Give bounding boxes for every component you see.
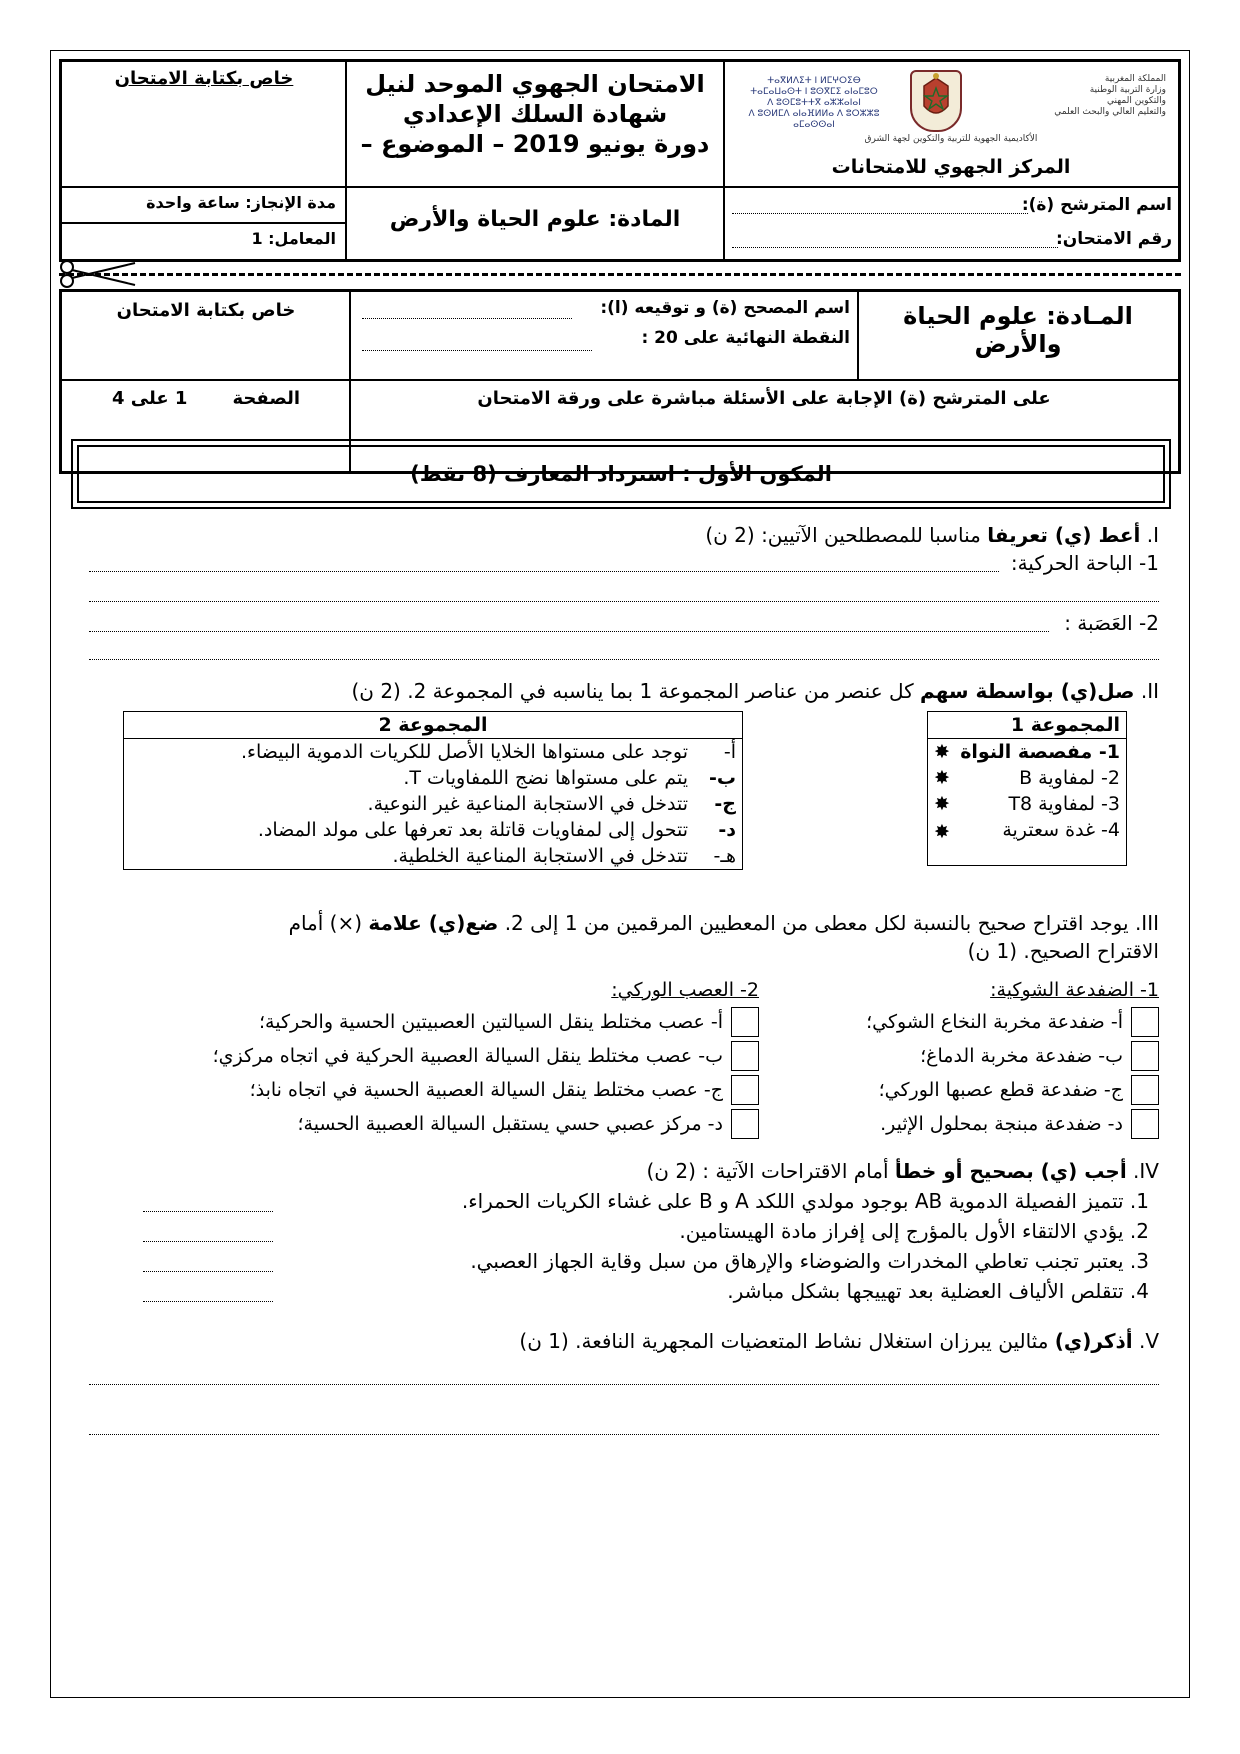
answer-line[interactable]	[89, 601, 1159, 602]
grading-subject: المـادة: علوم الحياة والأرض	[903, 302, 1133, 358]
group-1-table	[927, 711, 1127, 866]
q2-bold: صل(ي) بواسطة سهم	[920, 679, 1135, 703]
subject-cell	[345, 186, 725, 260]
page-value: 1 على 4	[112, 388, 188, 409]
q3-part-1-title: 1- الضفدعة الشوكية:	[990, 979, 1159, 1001]
instruction: على المترشح (ة) الإجابة على الأسئلة مباشرة على ورقة الامتحان	[477, 388, 1051, 409]
q1-num: I.	[1146, 523, 1159, 547]
true-false-field[interactable]	[143, 1271, 273, 1272]
grading-subject-cell	[857, 291, 1179, 381]
duration: مدة الإنجاز: ساعة واحدة	[146, 193, 336, 212]
q2-num: II.	[1140, 679, 1159, 703]
exam-page	[50, 50, 1190, 1698]
subject: المادة: علوم الحياة والأرض	[389, 207, 681, 232]
coat-of-arms-icon	[910, 70, 962, 132]
q3-option: ج- عصب مختلط ينقل السيالة العصبية الحسية في اتجاه نابذ؛	[129, 1073, 759, 1107]
center-name: المركز الجهوي للامتحانات	[831, 156, 1071, 178]
q3-part-2	[129, 979, 759, 1141]
q5-text: مثالين يبرزان استغلال نشاط المتعضيات المجهرية النافعة. (1 ن)	[519, 1329, 1049, 1353]
q4-text: أمام الاقتراحات الآتية : (2 ن)	[646, 1159, 889, 1183]
grading-reserved-label: خاص بكتابة الامتحان	[116, 300, 296, 321]
q4-num: IV.	[1133, 1159, 1159, 1183]
group-1-item: 1- مفصصة النواة ✸	[934, 741, 1120, 763]
q4-item: 1. تتميز الفصيلة الدموية AB بوجود مولدي اللكد A و B على غشاء الكريات الحمراء.	[461, 1189, 1149, 1213]
exam-title-cell	[345, 61, 725, 188]
section-title: المكون الأول : استرداد المعارف (8 نقط)	[77, 445, 1165, 503]
candidate-name-field[interactable]	[732, 213, 1028, 214]
academy-left-2: ⵜⴰⵎⴰⵡⴰⵙⵜ ⵏ ⵓⵙⴳⵎⵉ ⴰⵏⴰⵎⵓⵔ	[750, 87, 878, 97]
q3-option: أ- ضفدعة مخربة النخاع الشوكي؛	[769, 1005, 1159, 1039]
q3-text-c: الاقتراح الصحيح. (1 ن)	[967, 939, 1159, 963]
academy-right-4: والتعليم العالي والبحث العلمي	[1054, 107, 1166, 117]
group-2-item: ب- يتم على مستواها نضج اللمفاويات T.	[403, 767, 736, 789]
grading-reserved-cell	[61, 291, 351, 381]
q3-option: د- مركز عصبي حسي يستقبل السيالة العصبية الحسية؛	[129, 1107, 759, 1141]
q3-option: ج- ضفدعة قطع عصبها الوركي؛	[769, 1073, 1159, 1107]
candidate-name-label: اسم المترشح (ة):	[1021, 195, 1172, 215]
q1-item-1: 1- الباحة الحركية:	[1010, 551, 1159, 575]
academy-right-5: الأكاديمية الجهوية للتربية والتكوين لجهة الشرق	[864, 134, 1038, 144]
q5-bold: أذكر(ي)	[1054, 1329, 1133, 1353]
bullet-icon[interactable]: ✸	[934, 741, 950, 763]
duration-cell	[61, 186, 347, 224]
academy-left-4: ⴷ ⵓⵙⵍⵎⴷ ⴰⵏⴰⴼⵍⵍⴰ ⴷ ⵓⵔⵣⵣⵓ ⴰⵎⴰⵙⵙⴰⵏ	[748, 109, 880, 130]
question-5	[519, 1329, 1159, 1353]
exam-title-1: الامتحان الجهوي الموحد لنيل	[365, 70, 705, 98]
question-1	[705, 523, 1159, 547]
bullet-icon[interactable]: ✸	[934, 767, 950, 789]
final-score-field[interactable]	[362, 350, 592, 351]
group-1-item: 3- لمفاوية T8 ✸	[934, 793, 1120, 815]
answer-checkbox[interactable]	[1131, 1007, 1159, 1037]
question-4	[646, 1159, 1159, 1183]
exam-title-2: شهادة السلك الإعدادي	[402, 100, 668, 128]
group-2-item: ج- تتدخل في الاستجابة المناعية غير النوعية.	[367, 793, 736, 815]
q3-num: III.	[1134, 911, 1159, 935]
q3-option: أ- عصب مختلط ينقل السيالتين العصبيتين الحسية والحركية؛	[129, 1005, 759, 1039]
exam-number-label: رقم الامتحان:	[1055, 229, 1172, 249]
academy-right-2: وزارة التربية الوطنية	[1089, 85, 1166, 95]
group-1-item: 2- لمفاوية B ✸	[934, 767, 1120, 789]
true-false-field[interactable]	[143, 1211, 273, 1212]
group-2-item: أ- توجد على مستواها الخلايا الأصل للكريات الدموية البيضاء.	[240, 741, 736, 763]
q3-text-a: يوجد اقتراح صحيح بالنسبة لكل معطى من المعطيين المرقمين من 1 إلى 2.	[504, 911, 1129, 935]
true-false-field[interactable]	[143, 1241, 273, 1242]
corrector-cell	[349, 291, 859, 381]
candidate-cell	[723, 186, 1179, 260]
q4-bold: أجب (ي) بصحيح أو خطأ	[894, 1159, 1127, 1183]
academy-cell	[723, 61, 1179, 188]
group-2-item: د- تتحول إلى لمفاويات قاتلة بعد تعرفها على مولد المضاد.	[257, 819, 736, 841]
academy-right-1: المملكة المغربية	[1104, 74, 1166, 84]
q1-text: مناسبا للمصطلحين الآتيين: (2 ن)	[705, 523, 981, 547]
exam-title-3: دورة يونيو 2019 – الموضوع –	[360, 130, 710, 158]
answer-line[interactable]	[89, 1384, 1159, 1385]
question-2	[351, 679, 1159, 703]
exam-header	[59, 59, 1181, 262]
q4-item: 3. يعتبر تجنب تعاطي المخدرات والضوضاء والإرهاق من سبل وقاية الجهاز العصبي.	[470, 1249, 1149, 1273]
answer-line[interactable]	[89, 1434, 1159, 1435]
q3-bold: ضع(ي) علامة	[368, 911, 499, 935]
answer-checkbox[interactable]	[1131, 1041, 1159, 1071]
cut-line	[59, 273, 1181, 276]
academy-right-3: والتكوين المهني	[1107, 96, 1166, 106]
group-1-title: المجموعة 1	[928, 712, 1127, 739]
bullet-icon[interactable]: ✸	[934, 793, 950, 815]
q4-item: 2. يؤدي الالتقاء الأول بالمؤرج إلى إفراز مادة الهيستامين.	[679, 1219, 1149, 1243]
exam-number-field[interactable]	[732, 247, 1058, 248]
answer-checkbox[interactable]	[731, 1007, 759, 1037]
q3-text-b: (×) أمام	[288, 911, 363, 935]
q3-part-1	[769, 979, 1159, 1141]
q5-num: V.	[1138, 1329, 1159, 1353]
answer-line[interactable]	[89, 571, 999, 572]
group-1-item: 4- غدة سعترية ✸	[934, 819, 1120, 843]
answer-checkbox[interactable]	[731, 1109, 759, 1139]
coefficient-cell	[61, 222, 347, 260]
final-score-label: النقطة النهائية على 20 :	[641, 328, 850, 348]
q1-bold: أعط (ي) تعريفا	[987, 523, 1141, 547]
academy-left-1: ⵜⴰⴳⵍⴷⵉⵜ ⵏ ⵍⵎⵖⵔⵉⴱ	[767, 76, 861, 86]
question-3	[289, 911, 1159, 935]
bullet-icon[interactable]: ✸	[934, 821, 950, 843]
group-2-table	[123, 711, 743, 870]
academy-left-3: ⴷ ⵓⵙⵎⵓⵜⵜⴳ ⴰⵣⵣⴰⵏⴰⵏ	[767, 98, 861, 108]
q4-item: 4. تتقلص الألياف العضلية بعد تهييجها بشكل مباشر.	[727, 1279, 1149, 1303]
q3-option: ب- عصب مختلط ينقل السيالة العصبية الحركية في اتجاه مركزي؛	[129, 1039, 759, 1073]
q3-option: ب- ضفدعة مخربة الدماغ؛	[769, 1039, 1159, 1073]
answer-checkbox[interactable]	[1131, 1109, 1159, 1139]
page-label: الصفحة	[232, 388, 300, 409]
q3-option: د- ضفدعة مبنجة بمحلول الإثير.	[769, 1107, 1159, 1141]
answer-line[interactable]	[89, 631, 1049, 632]
group-2-title: المجموعة 2	[124, 712, 743, 739]
scissors-icon	[59, 259, 139, 293]
group-2-item: هـ- تتدخل في الاستجابة المناعية الخلطية.	[392, 845, 736, 867]
reserved-label: خاص بكتابة الامتحان	[114, 68, 294, 89]
corrector-field[interactable]	[362, 318, 572, 319]
reserved-cell-top	[61, 61, 347, 188]
answer-checkbox[interactable]	[731, 1075, 759, 1105]
q1-item-2: 2- العَصَبة :	[1064, 611, 1159, 635]
coefficient: المعامل: 1	[251, 229, 336, 248]
q3-part-2-title: 2- العصب الوركي:	[611, 979, 759, 1001]
answer-checkbox[interactable]	[731, 1041, 759, 1071]
corrector-label: اسم المصحح (ة) و توقيعه (ا):	[600, 298, 850, 318]
answer-line[interactable]	[89, 659, 1159, 660]
section-title-box	[71, 439, 1171, 509]
answer-checkbox[interactable]	[1131, 1075, 1159, 1105]
q2-text: كل عنصر من عناصر المجموعة 1 بما يناسبه في المجموعة 2. (2 ن)	[351, 679, 914, 703]
true-false-field[interactable]	[143, 1301, 273, 1302]
